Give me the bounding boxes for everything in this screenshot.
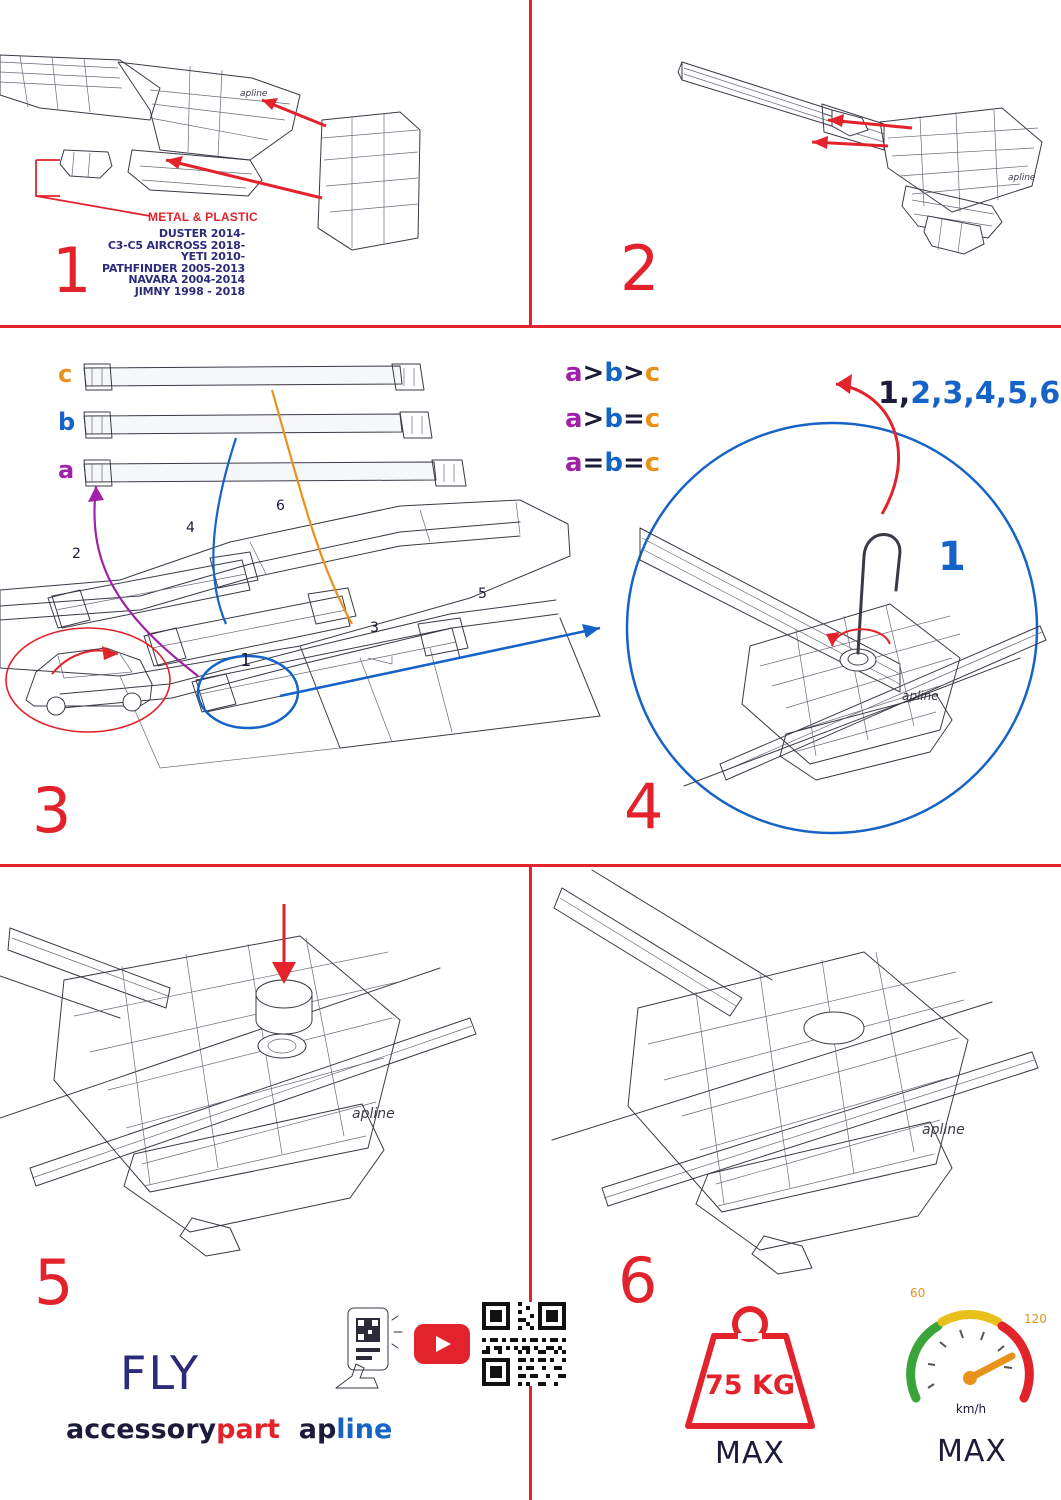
step6-illustration [532,868,1061,1308]
vehicle-item: NAVARA 2004-2014 [128,273,245,286]
step-number-2: 2 [620,232,660,305]
svg-text:apline: apline [240,89,268,99]
brand-subline [66,1414,392,1445]
step-number-3: 3 [32,774,72,847]
panel-step-2 [532,0,1061,325]
bar-label-a: a [58,456,75,484]
panel-step-4 [600,328,1061,862]
callout-2: 2 [72,546,81,562]
svg-text:apline: apline [902,689,939,703]
callout-5: 5 [478,586,487,602]
equation-3: a=b=c [565,448,661,478]
step5-illustration [0,868,529,1308]
step-number-4: 4 [624,770,664,843]
weight-max-label: MAX [715,1436,785,1471]
metal-plastic-title: METAL & PLASTIC [148,210,258,224]
callout-4: 4 [186,520,195,536]
step4-sequence: 1,2,3,4,5,6 [878,376,1061,411]
equation-1: a>b>c [565,358,661,388]
vehicle-item: DUSTER 2014- [158,227,245,240]
speed-unit: km/h [955,1402,987,1416]
svg-text:apline: apline [352,1106,395,1122]
step-number-1: 1 [52,234,92,307]
speed-min-tick: 60 [910,1286,926,1300]
vehicle-item: JIMNY 1998 - 2018 [134,284,245,298]
step4-inset-label: 1 [938,534,966,580]
brand-ap: ap [298,1414,337,1445]
svg-text:apline: apline [922,1122,965,1138]
speed-max-label: MAX [937,1434,1007,1469]
callout-1: 1 [240,650,252,671]
brand-accessory: accessory [66,1414,217,1445]
step3-illustration [0,328,600,862]
weight-value: 75 KG [704,1370,796,1401]
vehicle-item: PATHFINDER 2005-2013 [102,261,245,275]
equation-2: a>b=c [565,404,661,434]
weight-limit-icon [680,1302,820,1432]
phone-scan-icon [334,1306,404,1390]
panel-step-5 [0,868,529,1500]
step2-illustration [532,0,1061,325]
brand-line: line [336,1414,393,1445]
brand-part: part [216,1414,280,1445]
panel-step-3 [0,328,600,862]
bar-label-c: c [58,360,73,388]
vehicle-list [0,228,245,297]
vehicle-item: C3-C5 AIRCROSS 2018- [107,238,245,252]
youtube-icon[interactable] [414,1324,470,1364]
vehicle-item: YETI 2010- [180,250,245,263]
panel-step-6 [532,868,1061,1500]
speed-max-tick: 120 [1024,1312,1047,1326]
svg-text:apline: apline [1008,173,1036,183]
step-number-5: 5 [34,1246,74,1319]
brand-fly: FLY [120,1346,201,1400]
callout-3: 3 [370,620,379,636]
bar-label-b: b [58,408,76,436]
panel-step-1 [0,0,529,325]
callout-6: 6 [276,498,285,514]
step-number-6: 6 [618,1244,658,1317]
